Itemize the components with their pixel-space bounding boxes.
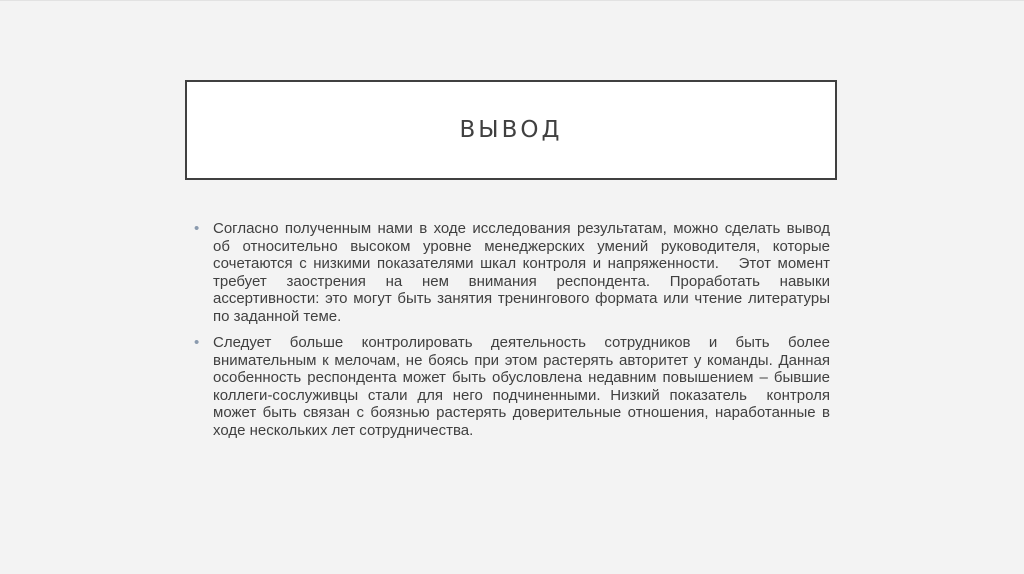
title-box (185, 80, 837, 180)
bullet-text: Согласно полученным нами в ходе исследования результатам, можно сделать вывод об относительно высоком уровне менеджерских умений руководителя, которые сочетаются с низкими показателями шкал контроля и напряженности. Этот момент требует заострения на нем внимания респондента. Проработать навыки ассертивности: это могут быть занятия тренингового формата или чтение литературы по заданной теме. (213, 220, 835, 325)
bullet-item (190, 220, 835, 325)
slide-title: ВЫВОД (459, 117, 563, 143)
bullet-list (190, 220, 835, 448)
bullet-text: Следует больше контролировать деятельность сотрудников и быть более внимательным к мелочам, не боясь при этом растерять авторитет у команды. Данная особенность респондента может быть обусловлена недавним повышением – бывшие коллеги-сослуживцы стали для него подчиненными. Низкий показатель контроля может быть связан с боязнью растерять доверительные отношения, наработанные в ходе нескольких лет сотрудничества. (213, 334, 835, 439)
bullet-icon: • (194, 220, 200, 237)
bullet-icon: • (194, 334, 200, 351)
bullet-item (190, 334, 835, 439)
